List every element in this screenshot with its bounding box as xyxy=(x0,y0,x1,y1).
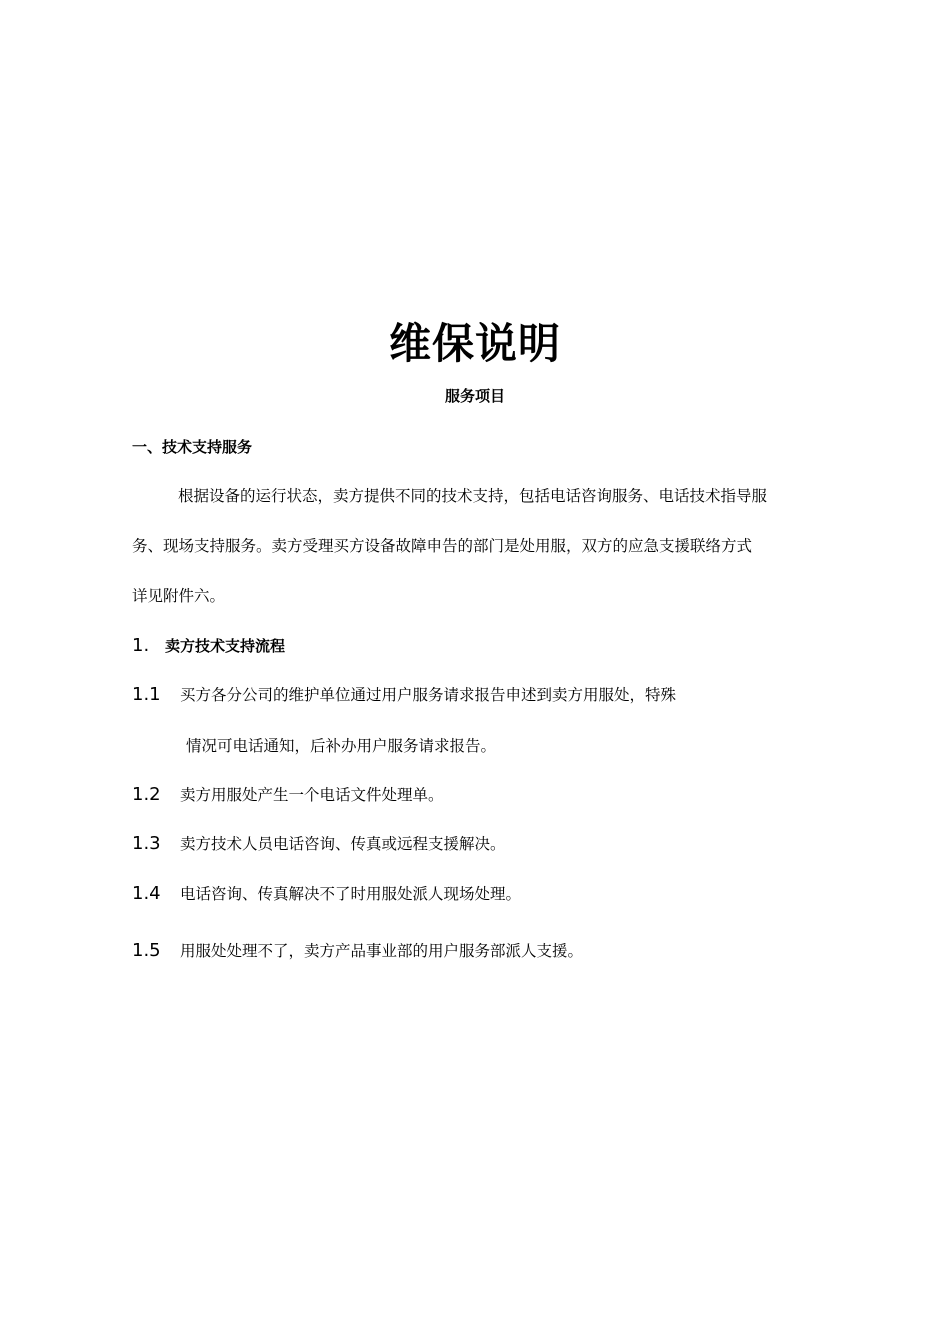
step-item xyxy=(132,831,506,857)
document-subtitle: 服务项目 xyxy=(444,387,505,405)
step-number: 1.5 xyxy=(132,940,161,961)
step-item xyxy=(132,782,444,808)
step-text: 买方各分公司的维护单位通过用户服务请求报告申述到卖方用服处，特殊 xyxy=(180,686,677,704)
step-number: 1.4 xyxy=(132,883,161,904)
step-continuation: 情况可电话通知，后补办用户服务请求报告。 xyxy=(186,737,497,755)
paragraph-line: 根据设备的运行状态，卖方提供不同的技术支持，包括电话咨询服务、电话技术指导服 xyxy=(178,487,768,505)
paragraph-line: 务、现场支持服务。卖方受理买方设备故障申告的部门是处用服，双方的应急支援联络方式 xyxy=(132,537,753,555)
step-text: 卖方用服处产生一个电话文件处理单。 xyxy=(180,786,444,804)
step-item xyxy=(132,881,521,907)
section-heading: 一、技术支持服务 xyxy=(132,438,253,456)
step-number: 1.3 xyxy=(132,833,161,854)
step-number: 1.2 xyxy=(132,784,161,805)
paragraph-line: 详见附件六。 xyxy=(132,587,226,605)
document-title: 维保说明 xyxy=(388,319,561,368)
step-text: 用服处处理不了，卖方产品事业部的用户服务部派人支援。 xyxy=(180,942,584,960)
section-paragraph xyxy=(132,471,832,621)
subsection-title: 卖方技术支持流程 xyxy=(165,637,286,655)
subsection-heading xyxy=(132,634,285,658)
step-item xyxy=(132,682,676,708)
step-item xyxy=(132,938,583,964)
step-text: 电话咨询、传真解决不了时用服处派人现场处理。 xyxy=(180,885,522,903)
step-number: 1.1 xyxy=(132,684,161,705)
step-text: 卖方技术人员电话咨询、传真或远程支援解决。 xyxy=(180,835,506,853)
subsection-number: 1. xyxy=(132,635,150,656)
